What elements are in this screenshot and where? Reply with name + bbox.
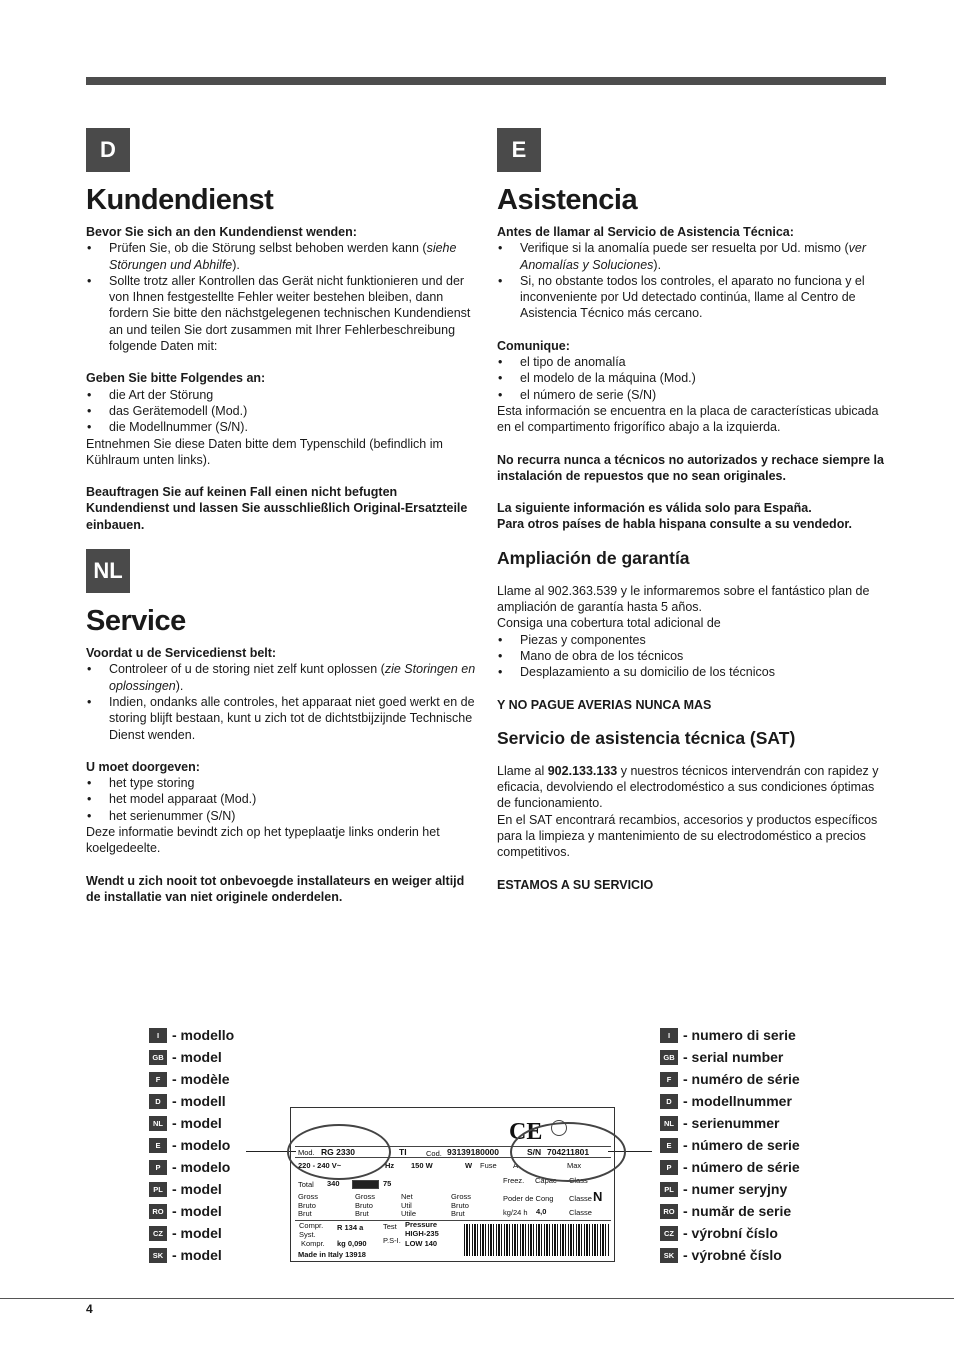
- legend-row: CZ - model: [149, 1222, 234, 1244]
- plate-pressure: LOW 140: [405, 1239, 438, 1248]
- plate-label: Class: [569, 1176, 588, 1185]
- plate-label: Total: [298, 1180, 314, 1189]
- list-item: • el tipo de anomalía: [497, 354, 887, 370]
- warning-text: Wendt u zich nooit tot onbevoegde installateurs en weiger altijd de installatie van niet originele onderdelen.: [86, 873, 465, 904]
- provide-heading: Comunique:: [497, 338, 570, 353]
- list-item: • Verifique si la anomalía puede ser resuelta por Ud. mismo (ver Anomalías y Soluciones).: [497, 240, 887, 273]
- list-item: • Controleer of u de storing niet zelf kunt oplossen (zie Storingen en oplossingen).: [86, 661, 476, 694]
- plate-made-in: Made in Italy 13918: [298, 1250, 366, 1259]
- barcode-icon: [464, 1224, 609, 1256]
- plate-pressure: Pressure HIGH-235: [405, 1220, 439, 1238]
- plate-label: P.S-I.: [383, 1236, 401, 1245]
- page-number: 4: [86, 1302, 93, 1316]
- check-list: [86, 661, 476, 742]
- plate-label: Freez.: [503, 1176, 525, 1185]
- plate-label: Net Util Utile: [401, 1192, 417, 1218]
- warranty-text: Consiga una cobertura total adicional de: [497, 616, 721, 631]
- provide-note: Deze informatie bevindt zich op het typeplaatje links onderin het koelgedeelte.: [86, 825, 440, 856]
- legend-row: PL - numer seryjny: [660, 1178, 800, 1200]
- legend-row: GB - serial number: [660, 1046, 800, 1068]
- plate-freezing-value: 4,0: [536, 1207, 547, 1216]
- plate-voltage: 220 - 240 V~: [298, 1161, 342, 1170]
- star-rating-icon: [352, 1180, 379, 1189]
- intro-heading: Antes de llamar al Servicio de Asistencia Técnica:: [497, 225, 794, 239]
- sat-text: En el SAT encontrará recambios, accesorios y productos específicos para la limpieza y mantenimiento de su electrodoméstico a precios competitivos.: [497, 812, 878, 860]
- section-title-kundendienst: Kundendienst: [86, 184, 274, 216]
- country-flag: I: [149, 1028, 167, 1043]
- legend-row: RO - număr de serie: [660, 1200, 800, 1222]
- country-flag: PL: [660, 1182, 678, 1197]
- legend-row: PL - model: [149, 1178, 234, 1200]
- plate-model-value: RG 2330: [321, 1147, 356, 1157]
- plate-label: S/N: [527, 1147, 542, 1157]
- warranty-list: [497, 632, 887, 681]
- check-list: [497, 240, 887, 321]
- plate-label: Poder de Cong: [503, 1194, 554, 1203]
- warning-text: Beauftragen Sie auf keinen Fall einen nicht befugten Kundendienst und lassen Sie ausschließlich Original-Ersatzteile einbauen.: [86, 485, 468, 532]
- plate-label: A: [513, 1161, 519, 1170]
- list-item: • el modelo de la máquina (Mod.): [497, 370, 887, 386]
- country-flag: D: [149, 1094, 167, 1109]
- model-legend: [149, 1024, 234, 1266]
- legend-row: P - modelo: [149, 1156, 234, 1178]
- country-flag: D: [660, 1094, 678, 1109]
- country-flag: RO: [660, 1204, 678, 1219]
- plate-label: Gross Bruto Brut: [355, 1192, 376, 1218]
- plate-refrigerant-charge: kg 0,090: [337, 1239, 367, 1248]
- list-item: • die Art der Störung: [86, 387, 476, 403]
- plate-label: Classe: [569, 1208, 592, 1217]
- legend-row: I - modello: [149, 1024, 234, 1046]
- country-flag: F: [660, 1072, 678, 1087]
- legend-row: RO - model: [149, 1200, 234, 1222]
- right-column: [497, 128, 887, 893]
- list-item: • Indien, ondanks alle controles, het apparaat niet goed werkt en de storing blijft bestaan, kunt u zich tot de dichtstbijzijnde Technische Dienst wenden.: [86, 694, 476, 743]
- plate-label: TI: [399, 1147, 407, 1157]
- plate-label: Hz: [385, 1161, 395, 1170]
- legend-row: GB - model: [149, 1046, 234, 1068]
- country-flag: NL: [149, 1116, 167, 1131]
- legend-row: P - número de série: [660, 1156, 800, 1178]
- legend-row: D - modellnummer: [660, 1090, 800, 1112]
- language-badge-e: E: [497, 128, 541, 172]
- ce-mark-icon: CE: [509, 1119, 543, 1145]
- legend-row: SK - model: [149, 1244, 234, 1266]
- language-badge-d: D: [86, 128, 130, 172]
- plate-label: Cod.: [426, 1149, 442, 1158]
- plate-volume-value: 75: [383, 1179, 392, 1188]
- country-flag: NL: [660, 1116, 678, 1131]
- spain-note: La siguiente información es válida solo para España.: [497, 501, 812, 516]
- list-item: • Piezas y componentes: [497, 632, 887, 648]
- sat-title: Servicio de asistencia técnica (SAT): [497, 727, 796, 748]
- intro-heading: Voordat u de Servicedienst belt:: [86, 646, 277, 661]
- plate-divider: [295, 1220, 611, 1221]
- warranty-title: Ampliación de garantía: [497, 547, 690, 568]
- intro-heading: Bevor Sie sich an den Kundendienst wenden:: [86, 225, 357, 239]
- country-flag: CZ: [149, 1226, 167, 1241]
- spain-note: Para otros países de habla hispana consulte a su vendedor.: [497, 517, 852, 532]
- provide-list: [497, 354, 887, 403]
- country-flag: SK: [149, 1248, 167, 1263]
- provide-list: [86, 387, 476, 436]
- country-flag: CZ: [660, 1226, 678, 1241]
- plate-label: Mod.: [298, 1148, 315, 1157]
- plate-label: Kompr.: [301, 1239, 325, 1248]
- warranty-text: Llame al 902.363.539 y le informaremos sobre el fantástico plan de ampliación de garantía hasta 5 años.: [497, 583, 870, 615]
- plate-refrigerant: R 134 a: [337, 1223, 364, 1232]
- country-flag: SK: [660, 1248, 678, 1263]
- country-flag: PL: [149, 1182, 167, 1197]
- list-item: • Mano de obra de los técnicos: [497, 648, 887, 664]
- list-item: • das Gerätemodell (Mod.): [86, 403, 476, 419]
- list-item: • Desplazamiento a su domicilio de los técnicos: [497, 664, 887, 680]
- country-flag: I: [660, 1028, 678, 1043]
- legend-row: F - modèle: [149, 1068, 234, 1090]
- list-item: • het type storing: [86, 775, 476, 791]
- country-flag: E: [660, 1138, 678, 1153]
- list-item: • Prüfen Sie, ob die Störung selbst behoben werden kann (siehe Störungen und Abhilfe).: [86, 240, 476, 273]
- plate-label: Capac: [535, 1176, 557, 1185]
- warning-text: No recurra nunca a técnicos no autorizados y rechace siempre la instalación de repuestos que no sean originales.: [497, 452, 884, 483]
- serial-highlight-ellipse: [509, 1119, 626, 1182]
- country-flag: GB: [149, 1050, 167, 1065]
- list-item: • het model apparaat (Mod.): [86, 791, 476, 807]
- sat-slogan: ESTAMOS A SU SERVICIO: [497, 877, 654, 892]
- plate-code-value: 93139180000: [447, 1147, 500, 1157]
- language-badge-nl: NL: [86, 549, 130, 593]
- provide-note: Entnehmen Sie diese Daten bitte dem Typenschild (befindlich im Kühlraum unten links).: [86, 436, 443, 467]
- provide-note: Esta información se encuentra en la placa de características ubicada en el compartimento frigorífico abajo a la izquierda.: [497, 403, 879, 435]
- legend-row: SK - výrobné číslo: [660, 1244, 800, 1266]
- legend-row: NL - serienummer: [660, 1112, 800, 1134]
- country-flag: RO: [149, 1204, 167, 1219]
- plate-climate-class: N: [593, 1189, 603, 1204]
- country-flag: GB: [660, 1050, 678, 1065]
- plate-serial-value: 704211801: [547, 1147, 590, 1157]
- left-column: [86, 128, 476, 905]
- provide-heading: U moet doorgeven:: [86, 759, 200, 774]
- plate-label: Test: [383, 1222, 397, 1231]
- plate-label: Max: [567, 1161, 582, 1170]
- legend-row: CZ - výrobní číslo: [660, 1222, 800, 1244]
- plate-label: Compr. Syst.: [299, 1221, 324, 1239]
- legend-row: F - numéro de série: [660, 1068, 800, 1090]
- check-list: [86, 240, 476, 354]
- legend-row: E - número de serie: [660, 1134, 800, 1156]
- sat-text: Llame al 902.133.133 y nuestros técnicos intervendrán con rapidez y eficacia, devolviendo el electrodoméstico a sus condiciones óptimas de funcionamiento.: [497, 763, 879, 811]
- country-flag: P: [149, 1160, 167, 1175]
- serial-legend: [660, 1024, 800, 1266]
- section-title-service: Service: [86, 605, 186, 638]
- list-item: • Sollte trotz aller Kontrollen das Gerät nicht funktionieren und der von Ihnen festgestellte Fehler weiter bestehen bleiben, dann fordern Sie bitte den nächstgelegenen technischen Kundendienst an und teilen Sie dort zusammen mit Ihrer Fehlerbeschreibung folgende Daten mit:: [86, 273, 476, 354]
- plate-label: Gross Bruto Brut: [451, 1192, 472, 1218]
- plate-label: Fuse: [480, 1161, 497, 1170]
- provide-list: [86, 775, 476, 824]
- list-item: • el número de serie (S/N): [497, 387, 887, 403]
- plate-volume-value: 340: [327, 1179, 340, 1188]
- plate-label: kg/24 h: [503, 1208, 528, 1217]
- bottom-rule: [0, 1298, 954, 1299]
- list-item: • die Modellnummer (S/N).: [86, 419, 476, 435]
- section-title-asistencia: Asistencia: [497, 184, 638, 216]
- warranty-slogan: Y NO PAGUE AVERIAS NUNCA MAS: [497, 697, 712, 712]
- legend-row: NL - model: [149, 1112, 234, 1134]
- country-flag: E: [149, 1138, 167, 1153]
- country-flag: P: [660, 1160, 678, 1175]
- plate-label: Classe: [569, 1194, 592, 1203]
- legend-row: D - modell: [149, 1090, 234, 1112]
- model-highlight-ellipse: [287, 1124, 391, 1180]
- provide-heading: Geben Sie bitte Folgendes an:: [86, 371, 266, 386]
- legend-row: E - modelo: [149, 1134, 234, 1156]
- plate-power: 150 W: [411, 1161, 433, 1170]
- plate-label: Gross Bruto Brut: [298, 1192, 319, 1218]
- plate-label: W: [465, 1161, 473, 1170]
- top-rule: [86, 77, 886, 85]
- list-item: • het serienummer (S/N): [86, 808, 476, 824]
- country-flag: F: [149, 1072, 167, 1087]
- list-item: • Si, no obstante todos los controles, el aparato no funciona y el inconveniente por Ud detectado continúa, llame al Centro de Asistencia Técnico más cercano.: [497, 273, 887, 322]
- legend-row: I - numero di serie: [660, 1024, 800, 1046]
